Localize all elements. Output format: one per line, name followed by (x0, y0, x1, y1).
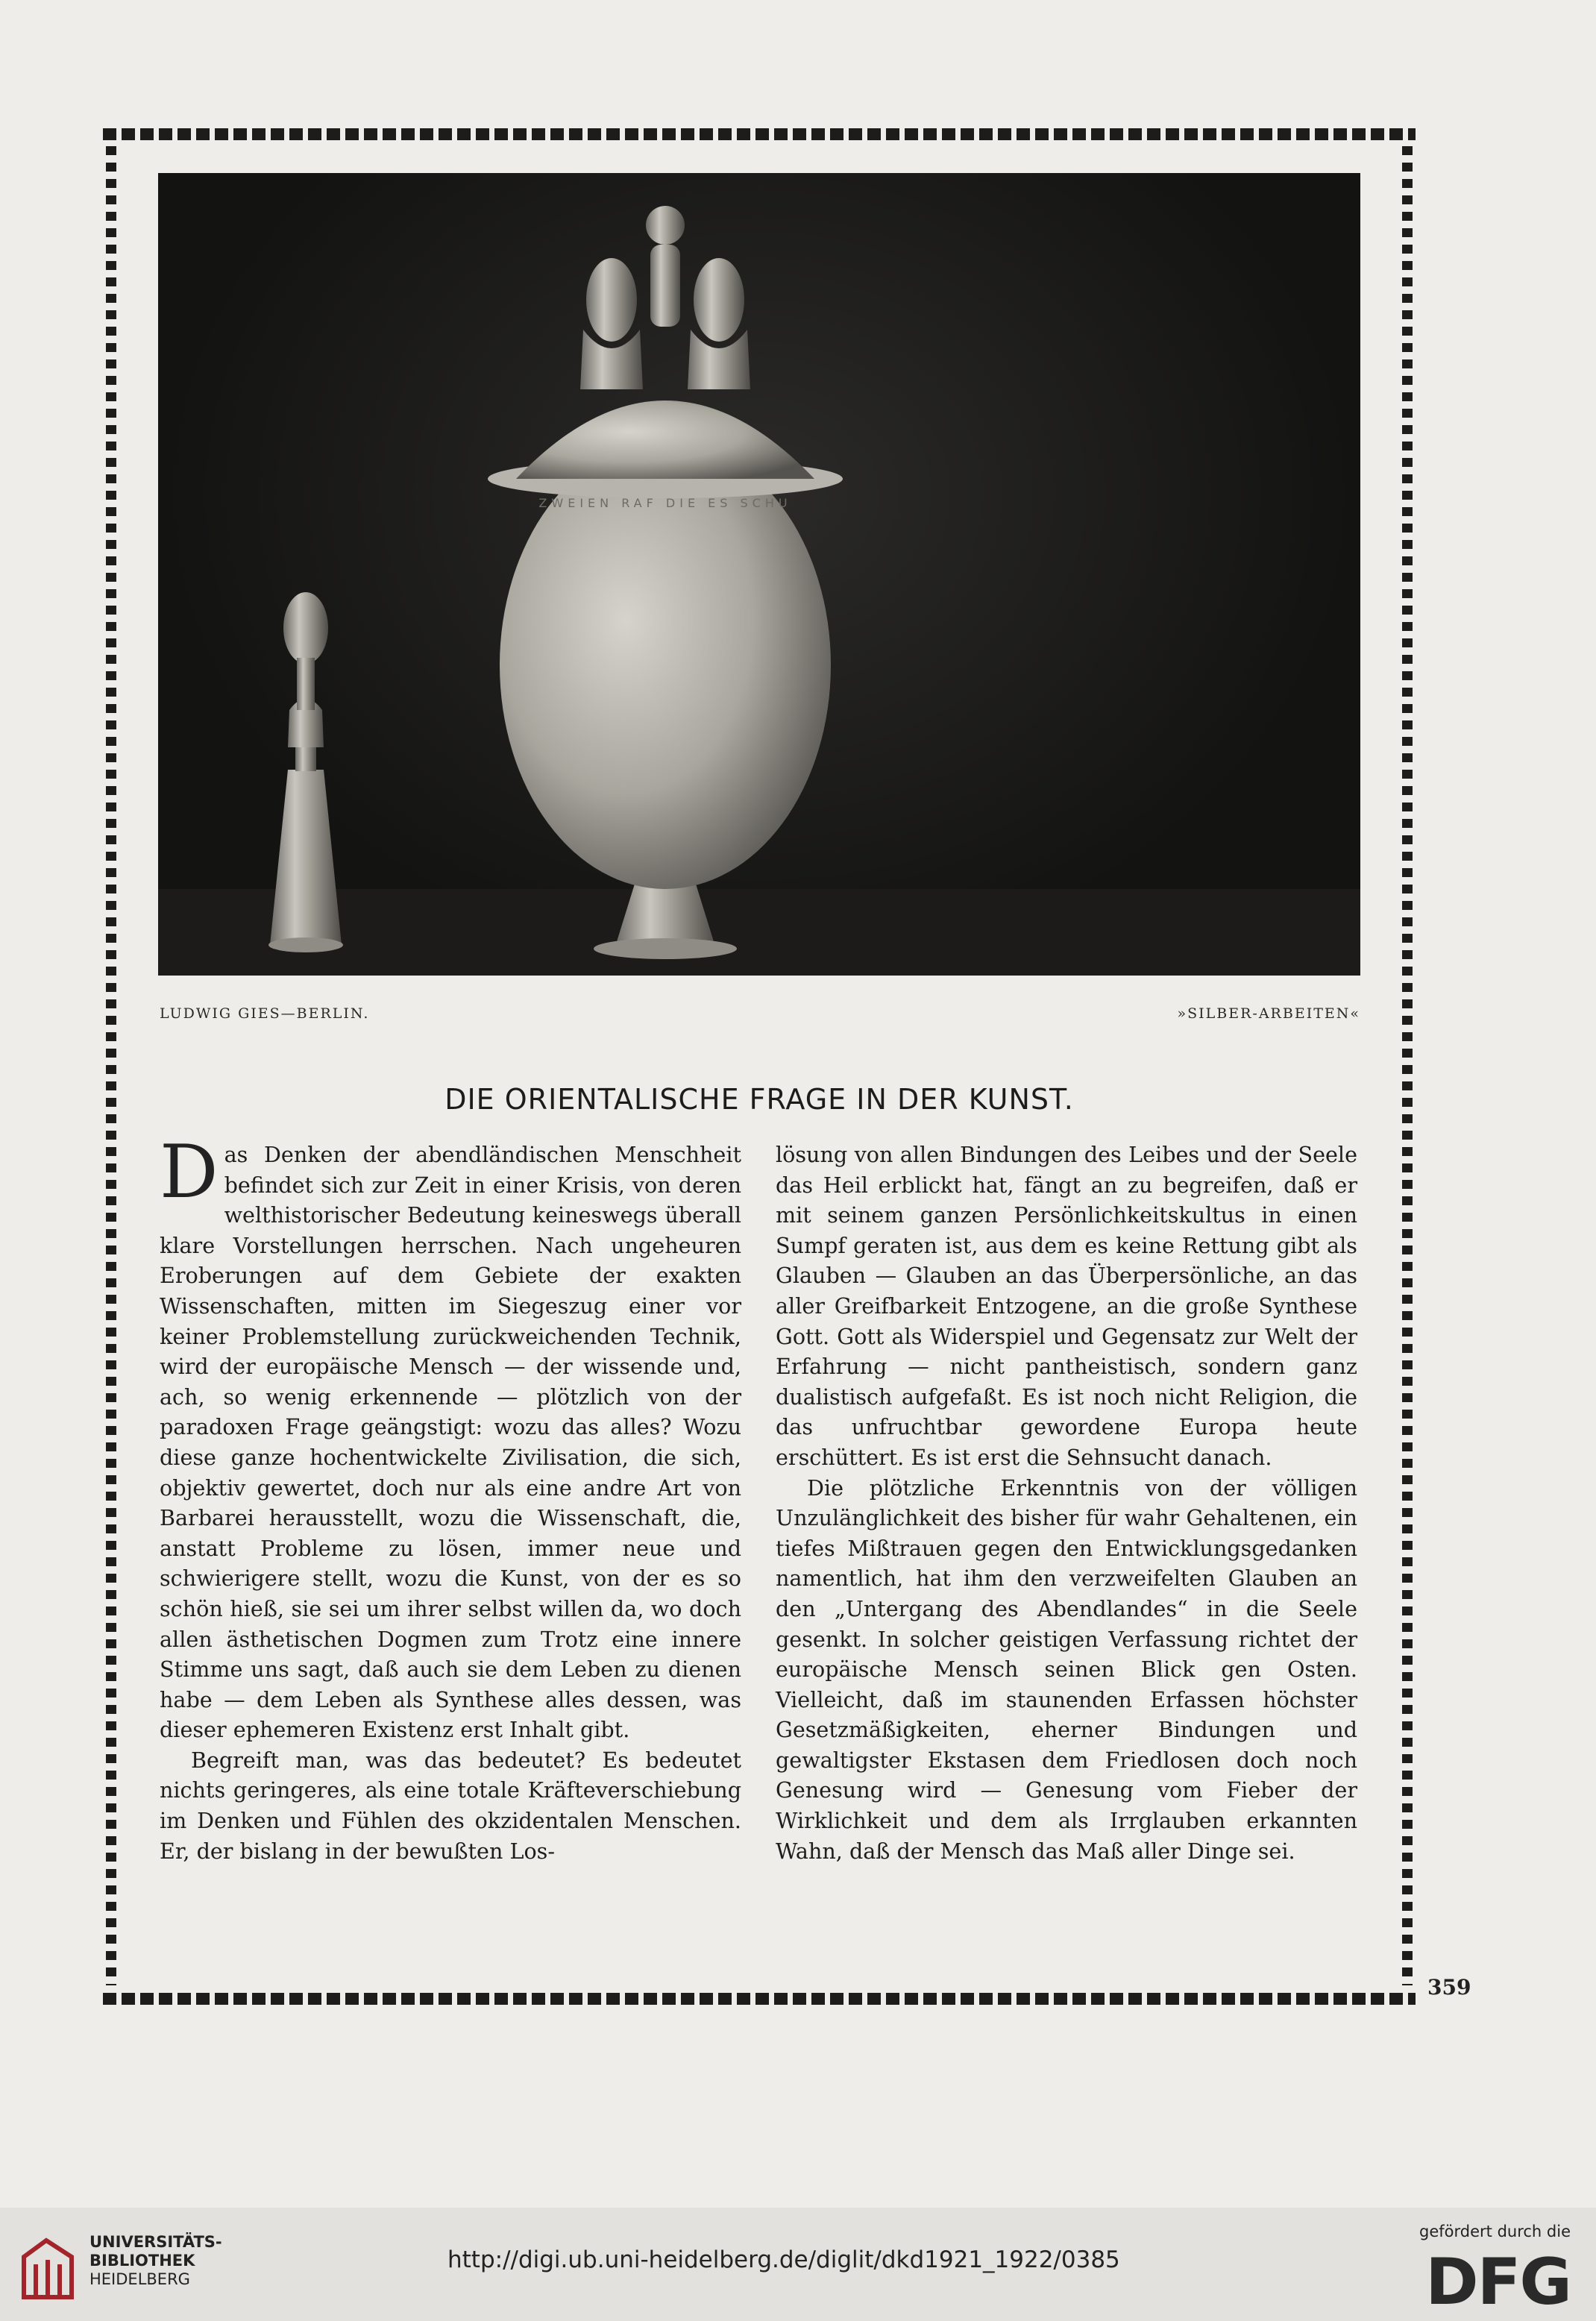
photo-caption-title: »SILBER-ARBEITEN« (1177, 1005, 1360, 1022)
article-column-right (776, 1140, 1357, 1866)
library-line-3: HEIDELBERG (89, 2270, 190, 2288)
silver-objects-illustration (158, 173, 1360, 976)
paragraph: Die plötzliche Erkenntnis von der völligen Unzulänglichkeit des bisher für wahr Gehaltenen, ein tiefes Mißtrauen gegen den Entwicklungsgedanken namentlich, hat ihm den verzweifelten Glauben an den „Untergang des Abendlandes“ in die Seele gesenkt. In solcher geistigen Verfassung richtet der europäische Mensch seinen Blick gen Osten. Vielleicht, daß im staunenden Erfassen höchster Gesetzmäßigkeiten, eherner Bindungen und gewaltigster Ekstasen dem Friedlosen doch noch Genesung wird — Genesung vom Fieber der Wirklichkeit und dem als Irrglauben erkannten Wahn, daß der Mensch das Maß aller Dinge sei. (776, 1474, 1357, 1864)
library-line-1: UNIVERSITÄTS- (89, 2233, 222, 2251)
article-title: DIE ORIENTALISCHE FRAGE IN DER KUNST. (444, 1083, 1074, 1116)
library-name (89, 2233, 222, 2289)
footer-bar (0, 2208, 1596, 2321)
paragraph: Begreift man, was das bedeutet? Es bedeutet nichts geringeres, als eine totale Kräfteverschiebung im Denken und Fühlen des okzidentalen Menschen. Er, der bislang in der bewußten Los- (160, 1747, 741, 1864)
bell-with-bust (268, 592, 343, 952)
funding-caption: gefördert durch die (1419, 2223, 1571, 2240)
silver-works-photograph (158, 173, 1360, 976)
ornamental-border-left (106, 146, 116, 1985)
paragraph: lösung von allen Bindungen des Leibes und der Seele das Heil erblickt hat, fängt an zu begreifen, daß er mit seinem ganzen Persönlichkeitskultus in einen Sumpf geraten ist, aus dem es keine Rettung gibt als Glauben — Glauben an das Überpersönliche, an das aller Greifbarkeit Entzogene, an die große Synthese Gott. Gott als Widerspiel und Gegensatz zur Welt der Erfahrung — nicht pantheistisch, sondern ganz dualistisch aufgefaßt. Es ist noch nicht Religion, die das unfruchtbar gewordene Europa heute erschüttert. Es ist erst die Sehnsucht danach. (776, 1142, 1357, 1470)
covered-urn (488, 206, 843, 959)
page-number: 359 (1427, 1975, 1471, 2000)
photo-caption-artist: LUDWIG GIES—BERLIN. (160, 1005, 370, 1022)
ornamental-border-top (103, 128, 1416, 140)
ornamental-border-bottom (103, 1993, 1416, 2005)
paragraph (160, 1130, 741, 1745)
permalink-link[interactable]: http://digi.ub.uni-heidelberg.de/diglit/dkd1921_1922/0385 (447, 2246, 1120, 2273)
urn-inscription: ZWEIEN RAF DIE ES SCHU (538, 496, 792, 510)
library-line-2: BIBLIOTHEK (89, 2252, 195, 2270)
article-column-left (160, 1130, 741, 1866)
ornamental-border-right (1402, 146, 1413, 1985)
university-library-logo-icon (16, 2234, 79, 2303)
drop-cap: D (160, 1130, 219, 1215)
paragraph-text: as Denken der abendländischen Menschheit befindet sich zur Zeit in einer Krisis, von deren welthistorischer Bedeutung keineswegs überall klare Vorstellungen herrschen. Nach ungeheuren Eroberungen auf dem Gebiete der exakten Wissenschaften, mitten im Siegeszug einer vor keiner Problemstellung zurückweichenden Technik, wird der europäische Mensch — der wissende und, ach, so wenig erkennende — plötzlich von der paradoxen Frage geängstigt: wozu das alles? Wozu diese ganze hochentwickelte Zivilisation, die sich, objektiv gewertet, doch nur als eine andre Art von Barbarei herausstellt, wozu die Wissenschaft, die, anstatt Probleme zu lösen, immer neue und schwierigere stellt, wozu die Kunst, von der es so schön hieß, sie sei um ihrer selbst willen da, wo doch allen ästhetischen Dogmen zum Trotz eine innere Stimme uns sagt, daß auch sie dem Leben zu dienen habe — dem Leben als Synthese alles dessen, was dieser ephemeren Existenz erst Inhalt gibt. (160, 1142, 741, 1743)
dfg-logo: DFG (1425, 2245, 1571, 2320)
